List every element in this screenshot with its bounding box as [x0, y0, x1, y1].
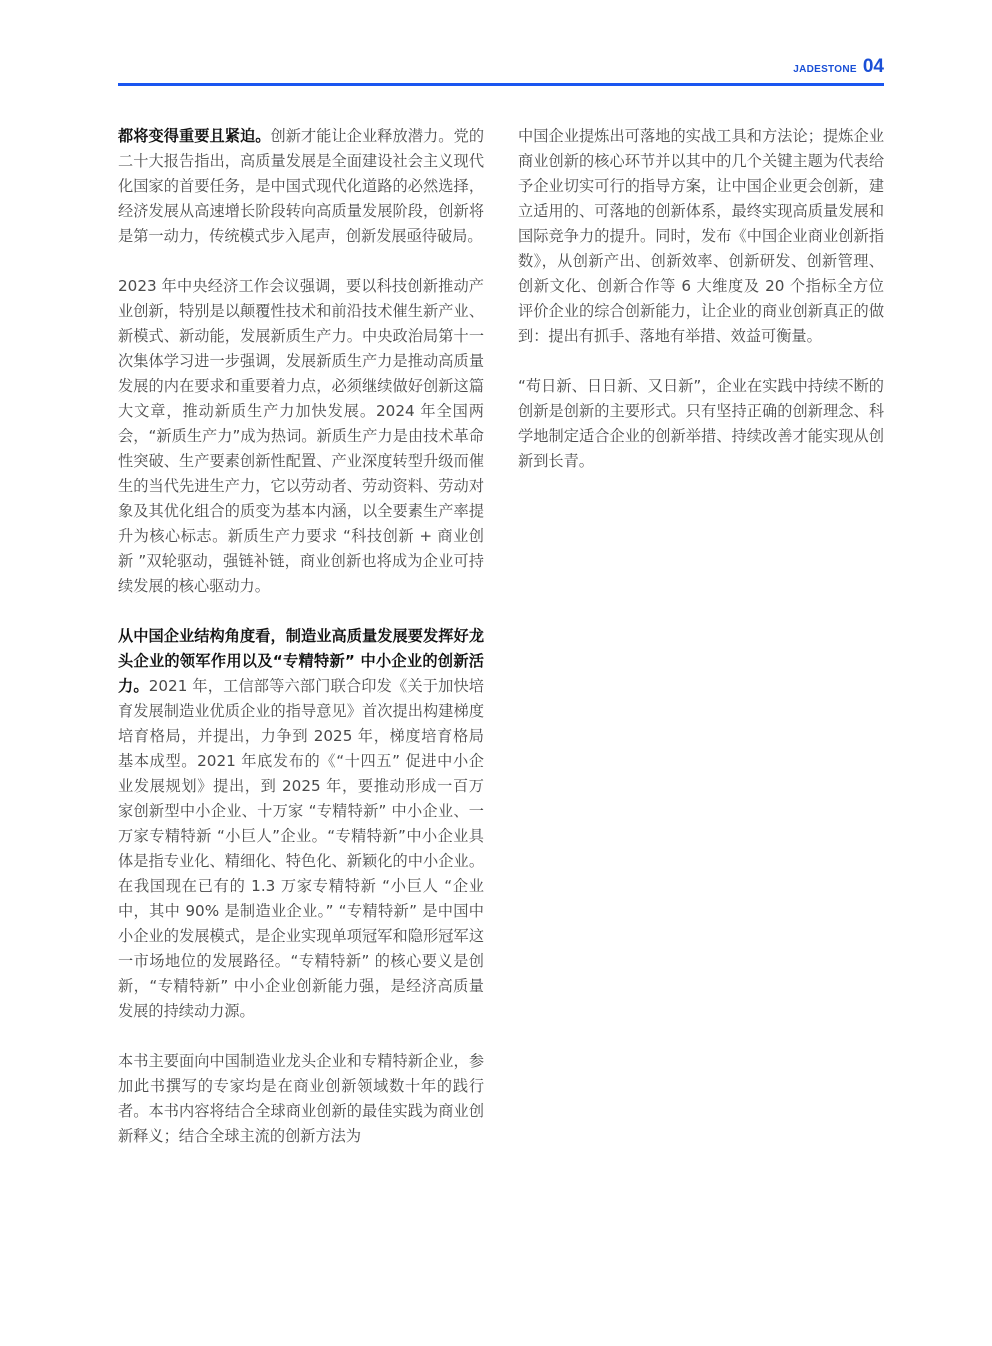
paragraph-3-body: 2021 年，工信部等六部门联合印发《关于加快培育发展制造业优质企业的指导意见》首次提出构建梯度培育格局，并提出，力争到 2025 年，梯度培育格局基本成型。2021 年底发布的《“十四五” 促进中小企业发展规划》提出，到 2025 年，要推动形成一百万家创新型中小企业、十万家 “专精特新” 中小企业、一万家专精特新 “小巨人”企业。“专精特新”中小企业具体是指专业化、精细化、特色化、新颖化的中小企业。在我国现在已有的 1.3 万家专精特新 “小巨人 “企业中，其中 90% 是制造业企业。” “专精特新” 是中国中小企业的发展模式，是企业实现单项冠军和隐形冠军这一市场地位的发展路径。“专精特新” 的核心要义是创新，“专精特新” 中小企业创新能力强，是经济高质量发展的持续动力源。	[118, 677, 484, 1020]
paragraph-1	[118, 124, 484, 249]
right-column	[518, 124, 884, 499]
left-column	[118, 124, 484, 1174]
page-header	[118, 56, 884, 86]
paragraph-6: “苟日新、日日新、又日新”，企业在实践中持续不断的创新是创新的主要形式。只有坚持正确的创新理念、科学地制定适合企业的创新举措、持续改善才能实现从创新到长青。	[518, 377, 884, 470]
header-divider	[118, 83, 884, 86]
paragraph-3	[118, 624, 484, 1024]
paragraph-2: 2023 年中央经济工作会议强调，要以科技创新推动产业创新，特别是以颠覆性技术和前沿技术催生新产业、新模式、新动能，发展新质生产力。中央政治局第十一次集体学习进一步强调，发展新质生产力是推动高质量发展的内在要求和重要着力点，必须继续做好创新这篇大文章，推动新质生产力加快发展。2024 年全国两会，“新质生产力”成为热词。新质生产力是由技术革命性突破、生产要素创新性配置、产业深度转型升级而催生的当代先进生产力，它以劳动者、劳动资料、劳动对象及其优化组合的质变为基本内涵，以全要素生产率提升为核心标志。新质生产力要求 “科技创新 + 商业创新 ”双轮驱动，强链补链，商业创新也将成为企业可持续发展的核心驱动力。	[118, 277, 484, 595]
paragraph-1-lead: 都将变得重要且紧迫。	[118, 127, 271, 145]
paragraph-1-body: 创新才能让企业释放潜力。党的二十大报告指出，高质量发展是全面建设社会主义现代化国家的首要任务，是中国式现代化道路的必然选择，经济发展从高速增长阶段转向高质量发展阶段，创新将是第一动力，传统模式步入尾声，创新发展亟待破局。	[118, 127, 485, 245]
paragraph-4: 本书主要面向中国制造业龙头企业和专精特新企业，参加此书撰写的专家均是在商业创新领域数十年的践行者。本书内容将结合全球商业创新的最佳实践为商业创新释义；结合全球主流的创新方法为	[118, 1052, 484, 1145]
paragraph-3-lead: 从中国企业结构角度看，制造业高质量发展要发挥好龙头企业的领军作用以及“专精特新” 中小企业的创新活力。	[118, 627, 484, 695]
brand-block	[793, 56, 884, 80]
brand-logo-text: JADESTONE	[793, 64, 857, 75]
paragraph-5: 中国企业提炼出可落地的实战工具和方法论；提炼企业商业创新的核心环节并以其中的几个关键主题为代表给予企业切实可行的指导方案，让中国企业更会创新，建立适用的、可落地的创新体系，最终实现高质量发展和国际竞争力的提升。同时，发布《中国企业商业创新指数》，从创新产出、创新效率、创新研发、创新管理、创新文化、创新合作等 6 大维度及 20 个指标全方位评价企业的综合创新能力，让企业的商业创新真正的做到：提出有抓手、落地有举措、效益可衡量。	[518, 127, 884, 345]
page-number: 04	[862, 56, 884, 77]
